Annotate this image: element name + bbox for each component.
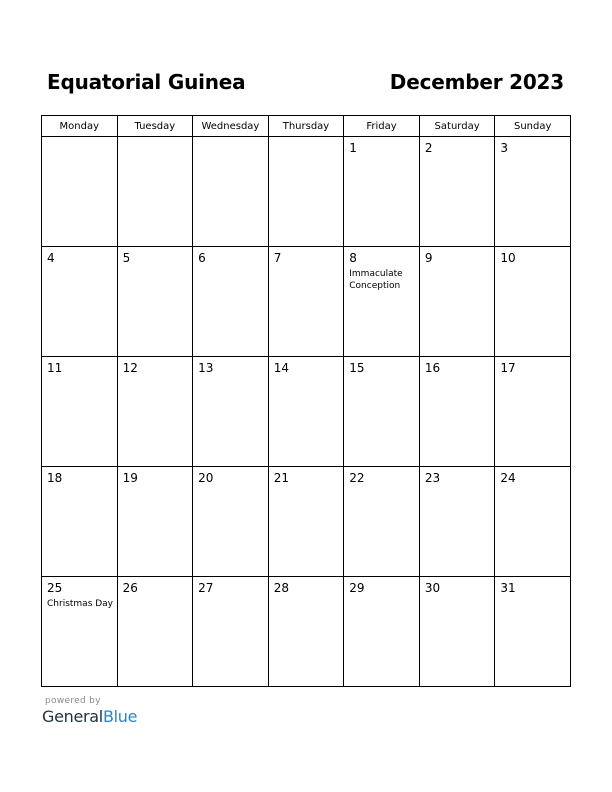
day-number: 26 [122,581,138,595]
day-number: 31 [500,581,516,595]
day-number: 1 [349,141,357,155]
day-cell [419,357,495,467]
weekday-header: Monday [42,116,118,137]
weekday-header: Saturday [419,116,495,137]
day-number: 12 [122,361,138,375]
generalblue-branding[interactable] [42,696,137,726]
weekday-header: Tuesday [117,116,193,137]
day-cell [419,467,495,577]
day-cell [344,137,420,247]
day-number: 13 [198,361,214,375]
weekday-header-row [42,116,571,137]
powered-by-text: powered by [45,696,101,706]
weekday-header: Sunday [495,116,571,137]
day-cell [42,247,118,357]
week-row [42,577,571,687]
day-cell [193,577,269,687]
day-number: 2 [424,141,433,155]
day-number: 17 [500,361,516,375]
day-cell [344,357,420,467]
day-cell [268,137,344,247]
day-cell [42,137,118,247]
day-cell [495,577,571,687]
month-year-title: December 2023 [389,70,564,94]
week-row [42,137,571,247]
day-number: 20 [198,471,214,485]
day-number: 25 [47,581,63,595]
day-cell [42,577,118,687]
day-cell [117,137,193,247]
day-number: 27 [198,581,214,595]
country-title: Equatorial Guinea [47,70,246,94]
day-number: 14 [273,361,289,375]
day-number: 8 [349,251,357,265]
day-cell [268,247,344,357]
day-number: 29 [349,581,365,595]
day-number: 5 [122,251,131,265]
week-row [42,357,571,467]
week-row [42,467,571,577]
day-number: 23 [424,471,441,485]
day-number: 16 [424,361,441,375]
day-number: 9 [424,251,433,265]
day-cell [344,467,420,577]
day-cell [344,247,420,357]
day-cell [193,357,269,467]
generalblue-logo [42,707,137,726]
day-number: 28 [273,581,289,595]
day-number: 15 [349,361,365,375]
day-cell [268,357,344,467]
day-cell [419,137,495,247]
day-cell [344,577,420,687]
day-cell [117,467,193,577]
day-number: 10 [500,251,516,265]
day-cell [268,467,344,577]
weekday-header: Friday [344,116,420,137]
day-number: 19 [122,471,138,485]
day-cell [495,467,571,577]
day-number: 6 [198,251,206,265]
day-number: 7 [273,251,282,265]
day-number: 30 [424,581,441,595]
day-cell [495,357,571,467]
day-number: 4 [47,251,55,265]
day-cell [193,137,269,247]
day-number: 11 [47,361,63,375]
day-cell [495,247,571,357]
logo-blue-text: Blue [102,707,138,726]
day-cell [495,137,571,247]
day-number: 24 [500,471,516,485]
calendar-grid [41,115,571,687]
day-number: 18 [47,471,63,485]
day-cell [117,577,193,687]
holiday-label: Immaculate Conception [349,269,403,291]
day-cell [193,467,269,577]
day-number: 3 [500,141,509,155]
week-row [42,247,571,357]
logo-general-text: General [42,707,103,726]
day-cell [193,247,269,357]
day-cell [42,357,118,467]
day-cell [419,247,495,357]
day-number: 22 [349,471,365,485]
holiday-label: Christmas Day [47,599,114,609]
weekday-header: Thursday [268,116,344,137]
day-cell [268,577,344,687]
day-number: 21 [273,471,289,485]
day-cell [117,357,193,467]
weekday-header: Wednesday [193,116,269,137]
day-cell [117,247,193,357]
day-cell [419,577,495,687]
day-cell [42,467,118,577]
